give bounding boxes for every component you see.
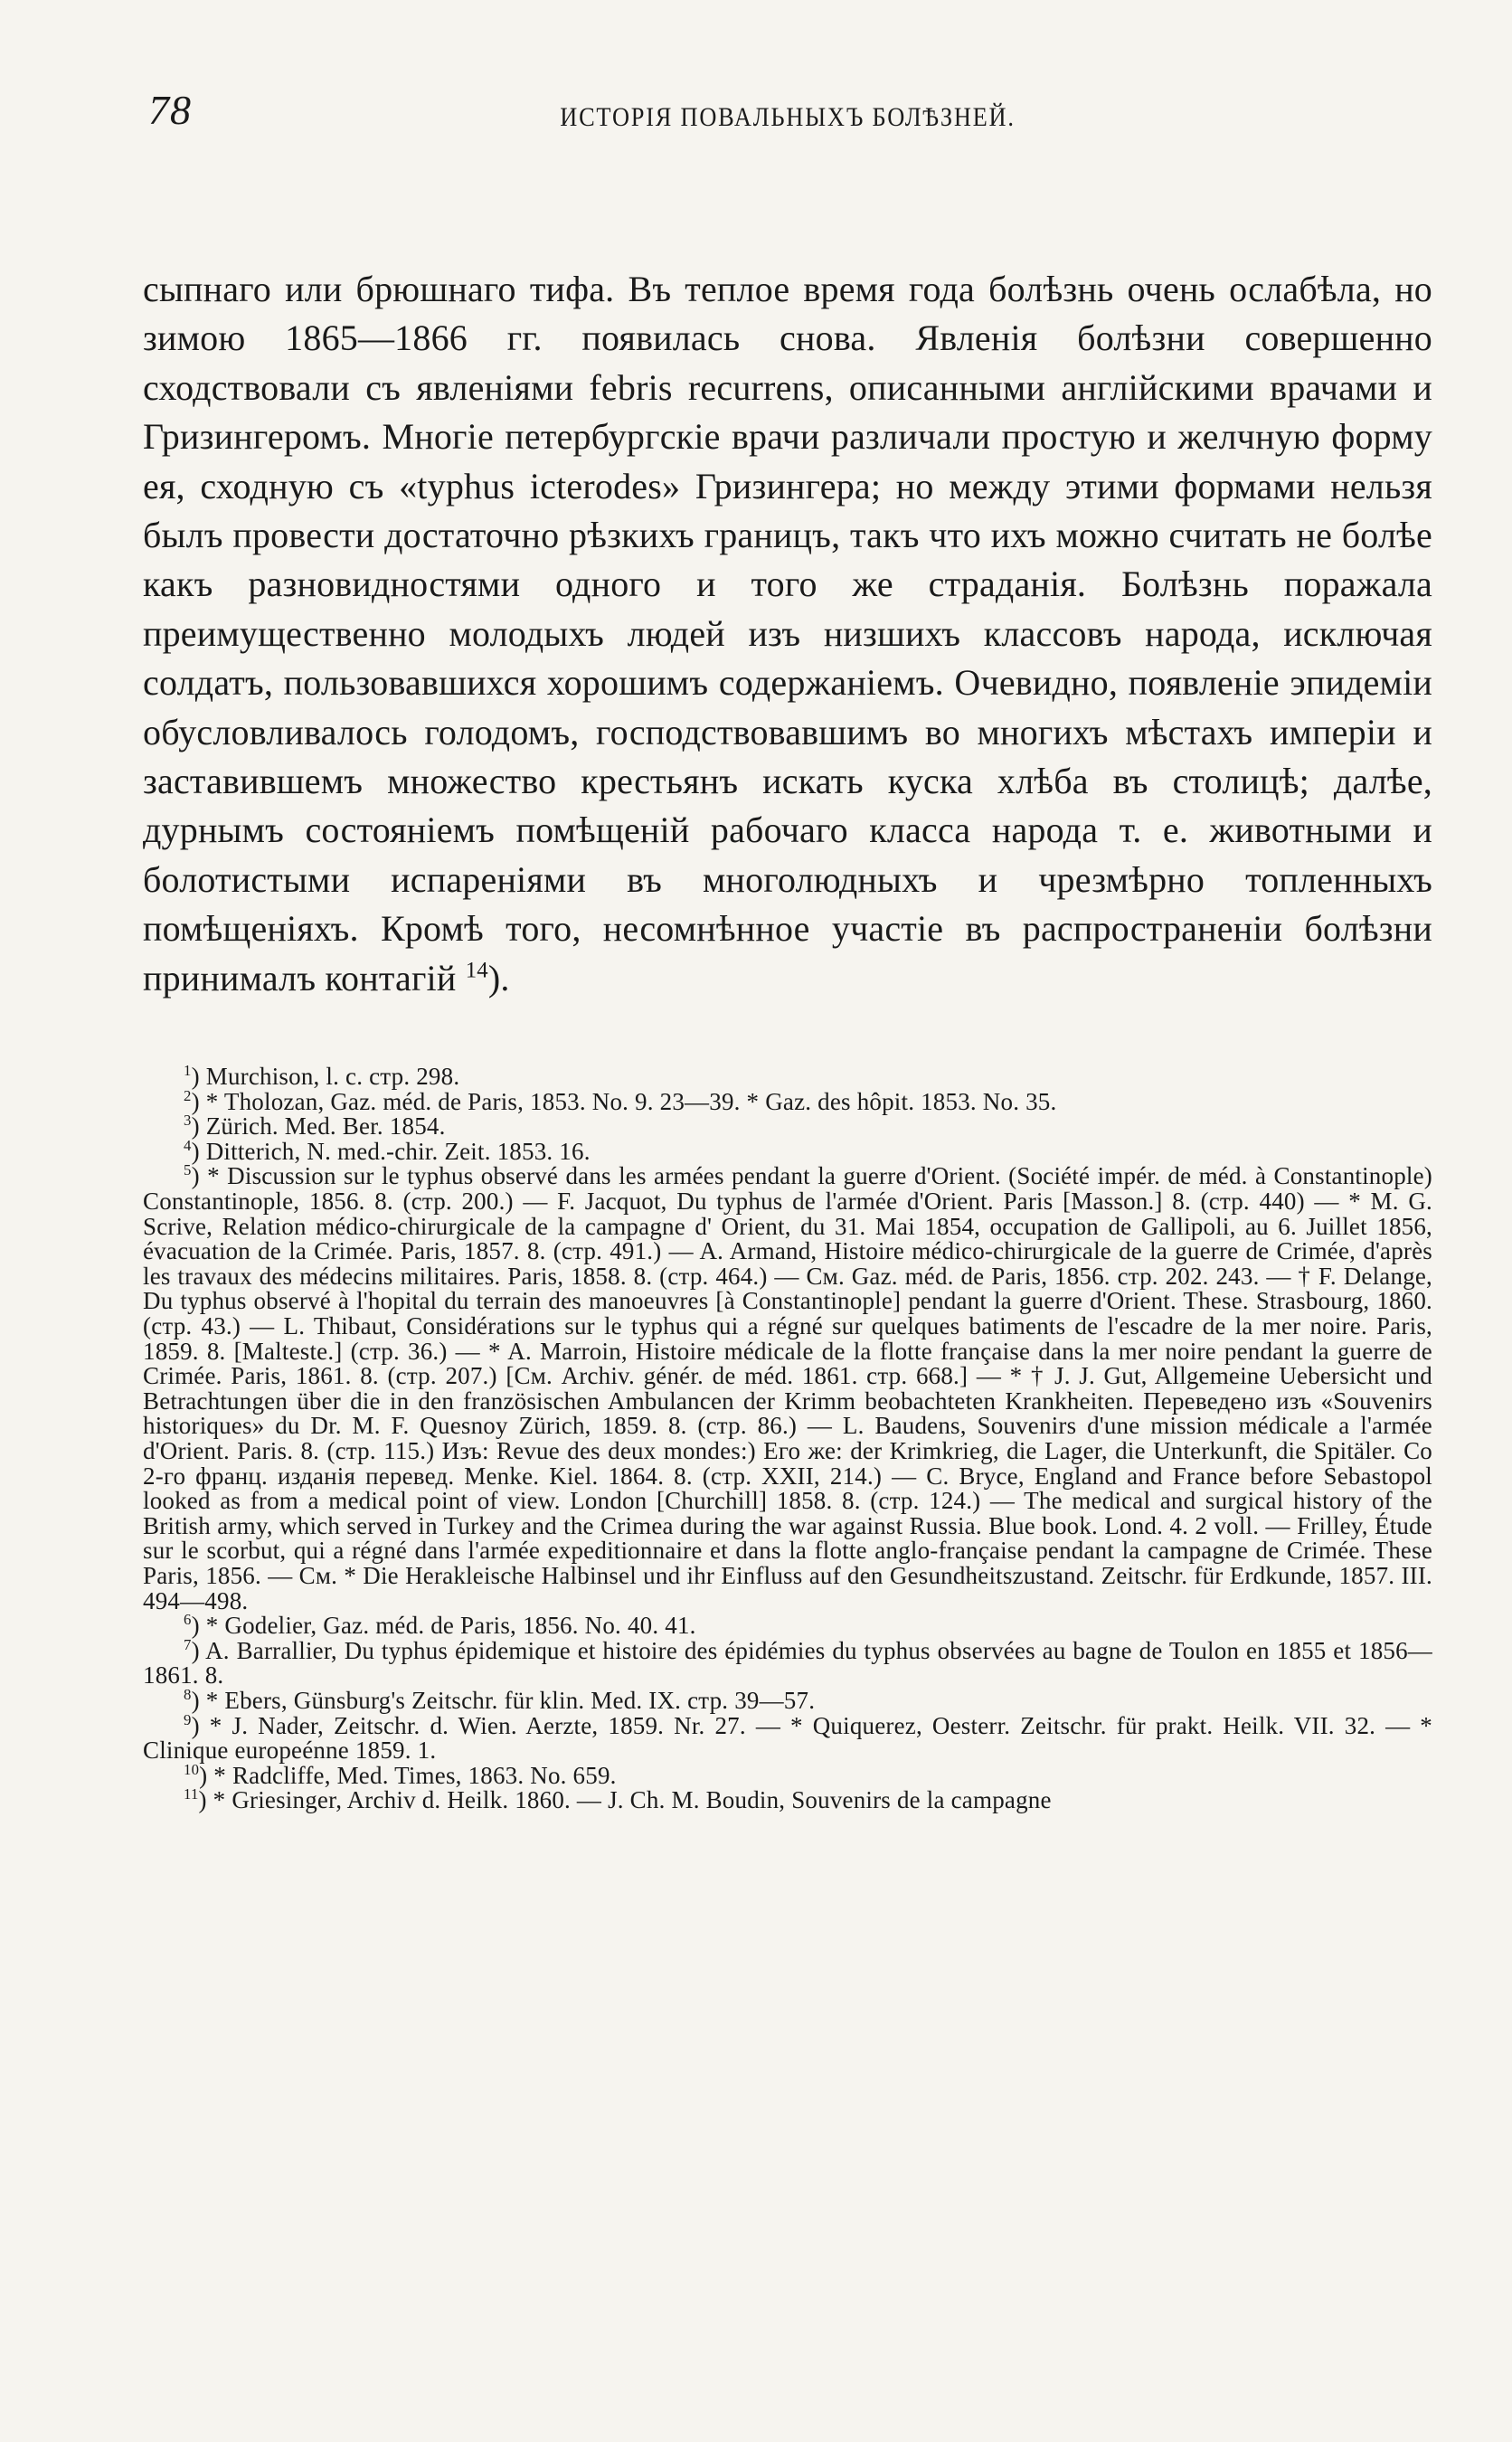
footnote-text: Ditterich, N. med.-chir. Zeit. 1853. 16. [205, 1137, 591, 1165]
footnote-mark: 4 [184, 1136, 192, 1154]
footnote-text: * J. Nader, Zeitschr. d. Wien. Aerzte, 1859. Nr. 27. — * Quiquerez, Oesterr. Zeitschr. für prakt. Heilk. VII. 32. — * Clinique europeénne 1859. 1. [143, 1711, 1432, 1765]
footnote-text: * Griesinger, Archiv d. Heilk. 1860. — J. Ch. M. Boudin, Souvenirs de la campagne [213, 1786, 1052, 1814]
footnote-text: * Tholozan, Gaz. méd. de Paris, 1853. No. 9. 23—39. * Gaz. des hôpit. 1853. No. 35. [205, 1087, 1057, 1115]
running-title: ИСТОРІЯ ПОВАЛЬНЫХЪ БОЛѢЗНЕЙ. [560, 102, 1016, 132]
footnote-text: A. Barrallier, Du typhus épidemique et histoire des épidémies du typhus observées au bagne de Toulon en 1855 et 1856—1861. 8. [143, 1636, 1433, 1690]
footnote-mark: 3 [184, 1112, 192, 1130]
footnote: $^8$) * Ebers, Günsburg's Zeitschr. für klin. Med. IX. стр. 39—57. [184, 1685, 816, 1714]
paragraph-end: ). [487, 957, 510, 999]
footnote: $^{11}$) * Griesinger, Archiv d. Heilk. 1860. — J. Ch. M. Boudin, Souvenirs de la campagne [184, 1785, 1052, 1814]
footnote-reference: 14 [465, 958, 488, 983]
footnote: $^7$) A. Barrallier, Du typhus épidemique et histoire des épidémies du typhus observées au bagne de Toulon en 1855 et 1856—1861. 8. [143, 1635, 1433, 1690]
footnote-text: * Radcliffe, Med. Times, 1863. No. 659. [213, 1761, 617, 1789]
book-page [143, 86, 1432, 2401]
footnote: $^4$) Ditterich, N. med.-chir. Zeit. 1853. 16. [184, 1136, 591, 1165]
footnote-text: Zürich. Med. Ber. 1854. [205, 1112, 446, 1141]
footnote: $^9$) * J. Nader, Zeitschr. d. Wien. Aerzte, 1859. Nr. 27. — * Quiquerez, Oesterr. Zeitschr. für prakt. Heilk. VII. 32. — * Clinique europeénne 1859. 1. [143, 1710, 1432, 1765]
footnote-mark: 10 [184, 1760, 200, 1778]
running-head [143, 86, 1432, 149]
footnotes [143, 1062, 1433, 1814]
footnote-mark: 9 [184, 1710, 192, 1728]
page-number: 78 [148, 87, 192, 133]
footnote: $^{10}$) * Radcliffe, Med. Times, 1863. No. 659. [184, 1760, 617, 1789]
paragraph-text: сыпнаго или брюшнаго тифа. Въ теплое время года болѣзнь очень ослабѣла, но зимою 1865—1866 гг. появилась снова. Явленія болѣзни совершенно сходствовали съ явленіями febris recurrens, описанными англійскими врачами и Гризингеромъ. Многіе петербургскіе врачи различали простую и желчную форму ея, сходную съ «typhus icterodes» Гризингера; но между этими формами нельзя былъ провести достаточно рѣзкихъ границъ, такъ что ихъ можно считать не болѣе какъ разновидностями одного и того же страданія. Болѣзнь поражала преимущественно молодыхъ людей изъ низшихъ классовъ народа, исключая солдатъ, пользовавшихся хорошимъ содержаніемъ. Очевидно, появленіе эпидеміи обусловливалось голодомъ, господствовавшимъ во многихъ мѣстахъ имперіи и заставившемъ множество крестьянъ искать куска хлѣба въ столицѣ; далѣе, дурнымъ состояніемъ помѣщеній рабочаго класса народа т. е. животными и болотистыми испареніями въ многолюдныхъ и чрезмѣрно топленныхъ помѣщеніяхъ. Кромѣ того, несомнѣнное участіе въ распространеніи болѣзни принималъ контагій [143, 269, 1432, 999]
footnote: $^1$) Murchison, l. c. стр. 298. [184, 1062, 460, 1091]
footnote: $^2$) * Tholozan, Gaz. méd. de Paris, 1853. No. 9. 23—39. * Gaz. des hôpit. 1853. No. 35. [184, 1086, 1057, 1115]
footnote-text: Murchison, l. c. стр. 298. [205, 1063, 460, 1091]
footnote-text: * Ebers, Günsburg's Zeitschr. für klin. Med. IX. стр. 39—57. [205, 1686, 816, 1714]
footnote-mark: 11 [184, 1785, 199, 1803]
footnote: $^6$) * Godelier, Gaz. méd. de Paris, 1856. No. 40. 41. [184, 1611, 696, 1640]
footnote-text: * Godelier, Gaz. méd. de Paris, 1856. No. 40. 41. [205, 1612, 696, 1640]
footnote-mark: 5 [184, 1161, 192, 1179]
footnote-mark: 7 [184, 1635, 192, 1653]
footnote-mark: 1 [184, 1062, 192, 1080]
footnote: $^5$) * Discussion sur le typhus observé dans les armées pendant la guerre d'Orient. (Société impér. de méd. à Constantinople) Constantinople, 1856. 8. (стр. 200.) — F. Jacquot, Du typhus de l'armée d'Orient. Paris [Masson.] 8. (стр. 440) — * M. G. Scrive, Relation médico-chirurgicale de la campagne d' Orient, du 31. Mai 1854, occupation de Gallipoli, au 6. Juillet 1856, évacuation de la Crimée. Paris, 1857. 8. (стр. 491.) — A. Armand, Histoire médico-chirurgicale de la guerre de Crimée, d'après les travaux des médecins militaires. Paris, 1858. 8. (стр. 464.) — См. Gaz. méd. de Paris, 1856. стр. 202. 243. — † F. Delange, Du typhus observé à l'hopital du terrain des manoeuvres [à Constantinople] pendant la guerre d'Orient. These. Strasbourg, 1860. (стр. 43.) — L. Thibaut, Considérations sur le typhus qui a régné sur quelques batiments de l'escadre de la mer noire. Paris, 1859. 8. [Malteste.] (стр. 36.) — * A. Marroin, Histoire médicale de la flotte française dans la mer noire pendant la guerre de Crimée. Paris, 1861. 8. (стр. 207.) [См. Archiv. génér. de méd. 1861. стр. 668.] — * † J. J. Gut, Allgemeine Uebersicht und Betrachtungen über die in den französischen Ambulancen der Krimm beobachteten Krankheiten. Переведено изъ «Souvenirs historiques» du Dr. M. F. Quesnoy Zürich, 1859. 8. (стр. 86.) — L. Baudens, Souvenirs d'une mission médicale a l'armée d'Orient. Paris. 8. (стр. 115.) Изъ: Revue des deux mondes:) Его же: der Krimkrieg, die Lager, die Unterkunft, die Spitäler. Со 2-го франц. изданія перевед. Menke. Kiel. 1864. 8. (стр. XXII, 214.) — C. Bryce, England and France before Sebastopol looked as from a medical point of view. London [Churchill] 1858. 8. (стр. 124.) — The medical and surgical history of the British army, which served in Turkey and the Crimea during the war against Russia. Blue book. Lond. 4. 2 voll. — Frilley, Étude sur le scorbut, qui a régné dans l'armée expeditionnaire et dans la flotte anglo-française pendant la campagne de Crimée. These Paris, 1856. — См. * Die Herakleische Halbinsel und ihr Einfluss auf den Gesundheitszustand. Zeitschr. für Erdkunde, 1857. III. 494—498. [143, 1161, 1432, 1614]
footnote: $^3$) Zürich. Med. Ber. 1854. [184, 1112, 446, 1141]
footnote-mark: 6 [184, 1611, 192, 1629]
footnote-mark: 8 [184, 1685, 192, 1703]
main-paragraph [143, 265, 1432, 1003]
footnote-text: * Discussion sur le typhus observé dans les armées pendant la guerre d'Orient. (Société impér. de méd. à Constantinople) Constantinople, 1856. 8. (стр. 200.) — F. Jacquot, Du typhus de l'armée d'Orient. Paris [Masson.] 8. (стр. 440) — * M. G. Scrive, Relation médico-chirurgicale de la campagne d' Orient, du 31. Mai 1854, occupation de Gallipoli, au 6. Juillet 1856, évacuation de la Crimée. Paris, 1857. 8. (стр. 491.) — A. Armand, Histoire médico-chirurgicale de la guerre de Crimée, d'après les travaux des médecins militaires. Paris, 1858. 8. (стр. 464.) — См. Gaz. méd. de Paris, 1856. стр. 202. 243. — † F. Delange, Du typhus observé à l'hopital du terrain des manoeuvres [à Constantinople] pendant la guerre d'Orient. These. Strasbourg, 1860. (стр. 43.) — L. Thibaut, Considérations sur le typhus qui a régné sur quelques batiments de l'escadre de la mer noire. Paris, 1859. 8. [Malteste.] (стр. 36.) — * A. Marroin, Histoire médicale de la flotte française dans la mer noire pendant la guerre de Crimée. Paris, 1861. 8. (стр. 207.) [См. Archiv. génér. de méd. 1861. стр. 668.] — * † J. J. Gut, Allgemeine Uebersicht und Betrachtungen über die in den französischen Ambulancen der Krimm beobachteten Krankheiten. Переведено изъ «Souvenirs historiques» du Dr. M. F. Quesnoy Zürich, 1859. 8. (стр. 86.) — L. Baudens, Souvenirs d'une mission médicale a l'armée d'Orient. Paris. 8. (стр. 115.) Изъ: Revue des deux mondes:) Его же: der Krimkrieg, die Lager, die Unterkunft, die Spitäler. Со 2-го франц. изданія перевед. Menke. Kiel. 1864. 8. (стр. XXII, 214.) — C. Bryce, England and France before Sebastopol looked as from a medical point of view. London [Churchill] 1858. 8. (стр. 124.) — The medical and surgical history of the British army, which served in Turkey and the Crimea during the war against Russia. Blue book. Lond. 4. 2 voll. — Frilley, Étude sur le scorbut, qui a régné dans l'armée expeditionnaire et dans la flotte anglo-française pendant la campagne de Crimée. These Paris, 1856. — См. * Die Herakleische Halbinsel und ihr Einfluss auf den Gesundheitszustand. Zeitschr. für Erdkunde, 1857. III. 494—498. [143, 1162, 1432, 1614]
footnote-mark: 2 [184, 1086, 192, 1104]
